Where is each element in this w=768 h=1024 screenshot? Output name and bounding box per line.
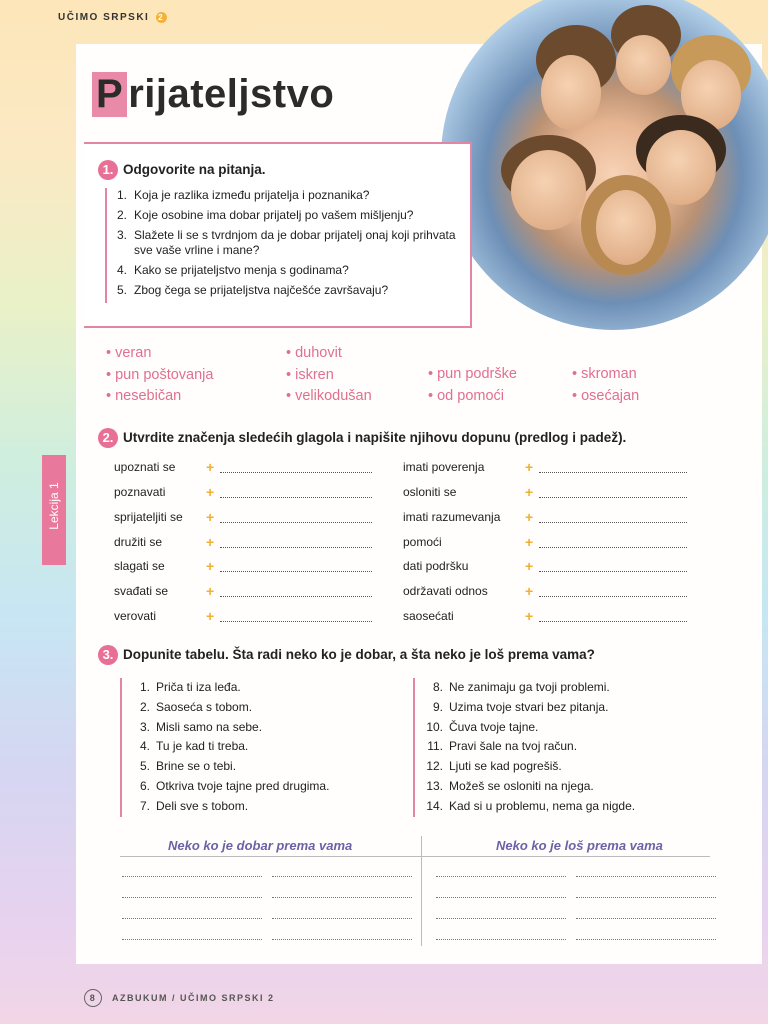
statement-text: Ljuti se kad pogrešiš. [449,759,562,774]
question-text: Koje osobine ima dobar prijatelj po vašem mišljenju? [134,208,414,222]
table-answer-line[interactable] [436,876,566,877]
plus-sign: + [525,583,534,599]
answer-line[interactable] [539,561,687,572]
statement-number: 5. [139,759,150,774]
statement-item [128,797,398,817]
verb-label: svađati se [114,584,169,598]
verb-row [114,534,372,550]
answer-line[interactable] [539,586,687,597]
book-header [58,12,167,23]
statement-text: Otkriva tvoje tajne pred drugima. [156,778,330,793]
verb-row [403,558,687,574]
verb-label: slagati se [114,559,165,573]
statement-number: 14. [426,798,443,813]
table-answer-line[interactable] [436,897,566,898]
answer-line[interactable] [220,512,372,523]
lesson-side-tab [42,455,66,565]
word-bank-col2 [286,343,372,408]
verb-row [403,484,687,500]
statement-text: Brine se o tebi. [156,759,237,774]
verb-label: sprijateljiti se [114,510,183,524]
verb-row [403,459,687,475]
word-item: • iskren [286,365,372,387]
table-column-divider [421,836,422,946]
title-rest: rijateljstvo [128,72,335,116]
section3-title [98,645,595,665]
answer-line[interactable] [539,512,687,523]
statement-number: 6. [139,778,150,793]
statement-item [128,678,398,698]
statement-number: 4. [139,739,150,754]
table-head-bad: Neko ko je loš prema vama [496,838,663,853]
table-answer-line[interactable] [272,897,412,898]
question-text: Koja je razlika između prijatelja i poznanika? [134,188,370,202]
verb-label: poznavati [114,485,166,499]
page-title [92,72,334,117]
statement-text: Tu je kad ti treba. [156,739,249,754]
word-item: • osećajan [572,386,639,408]
table-answer-line[interactable] [436,939,566,940]
answer-line[interactable] [220,462,372,473]
question-number: 2. [117,208,128,222]
question-item [117,208,467,223]
statement-text: Saoseća s tobom. [156,699,253,714]
table-answer-line[interactable] [576,939,716,940]
statement-item [128,757,398,777]
photo-face [616,35,671,95]
question-item [117,263,467,278]
answer-line[interactable] [539,487,687,498]
statement-item [421,797,711,817]
photo-face [511,150,586,230]
answer-line[interactable] [220,586,372,597]
statement-item [421,698,711,718]
word-bank-col1 [106,343,213,408]
plus-sign: + [525,558,534,574]
question-text: Kako se prijateljstvo menja s godinama? [134,263,349,277]
statement-number: 3. [139,719,150,734]
statement-number: 7. [139,798,150,813]
statement-number: 1. [139,680,150,694]
statement-text: Možeš se osloniti na njega. [449,778,594,793]
section1-title [98,160,266,180]
statement-text: Kad si u problemu, nema ga nigde. [449,798,636,813]
table-answer-line[interactable] [436,918,566,919]
plus-sign: + [525,484,534,500]
statement-text: Čuva tvoje tajne. [449,719,539,734]
statement-text: Misli samo na sebe. [156,719,263,734]
table-header-rule [120,856,710,857]
verb-row [403,509,687,525]
word-item: • od pomoći [428,386,517,408]
header-badge: 2 [156,12,167,23]
verb-label: imati razumevanja [403,510,501,524]
verb-row [403,583,687,599]
question-number: 1. [117,188,128,202]
statement-item [128,777,398,797]
word-item: • skroman [572,364,639,386]
statement-text: Priča ti iza leđa. [156,680,241,694]
verb-label: pomoći [403,535,442,549]
verb-label: osloniti se [403,485,457,499]
word-bank-col3 [428,364,517,407]
plus-sign: + [206,583,215,599]
word-item: • pun podrške [428,364,517,386]
verb-row [114,608,372,624]
answer-line[interactable] [220,561,372,572]
plus-sign: + [525,608,534,624]
plus-sign: + [206,459,215,475]
statement-text: Ne zanimaju ga tvoji problemi. [449,680,610,694]
word-item: • duhovit [286,343,372,365]
statement-text: Pravi šale na tvoj račun. [449,739,578,754]
verb-row [114,484,372,500]
statement-number: 11. [427,739,443,754]
statement-item [421,757,711,777]
table-answer-line[interactable] [272,939,412,940]
section3-number: 3. [98,645,118,665]
statement-text: Uzima tvoje stvari bez pitanja. [449,699,609,714]
answer-line[interactable] [539,611,687,622]
title-first-letter: P [92,72,127,117]
plus-sign: + [206,608,215,624]
table-answer-line[interactable] [576,918,716,919]
photo-face [596,190,656,265]
table-head-good: Neko ko je dobar prema vama [168,838,353,853]
table-answer-line[interactable] [576,876,716,877]
statement-item [128,718,398,738]
answer-line[interactable] [539,537,687,548]
section3-title-text: Dopunite tabelu. Šta radi neko ko je dobar, a šta neko je loš prema vama? [123,647,595,662]
question-item [117,188,467,203]
verb-row [403,608,687,624]
section1-title-text: Odgovorite na pitanja. [123,162,266,177]
section2-number: 2. [98,428,118,448]
section3-list-left [120,678,398,817]
footer-text: AZBUKUM / UČIMO SRPSKI 2 [112,993,275,1003]
statement-number: 10. [426,719,443,734]
section3-list-right [413,678,711,817]
plus-sign: + [206,484,215,500]
verb-row [403,534,687,550]
statement-text: Deli sve s tobom. [156,798,249,813]
table-answer-line[interactable] [122,918,262,919]
answer-line[interactable] [220,611,372,622]
statement-number: 12. [426,759,443,774]
statement-number: 8. [432,680,443,694]
plus-sign: + [525,509,534,525]
verb-label: održavati odnos [403,584,488,598]
header-text: UČIMO SRPSKI [58,12,150,24]
page-number: 8 [84,989,102,1007]
word-item: • pun poštovanja [106,365,213,387]
section1-questions [105,188,467,303]
table-answer-line[interactable] [122,939,262,940]
verb-label: saosećati [403,609,454,623]
verb-label: verovati [114,609,157,623]
verb-label: imati poverenja [403,460,485,474]
statement-number: 9. [432,699,443,714]
table-answer-line[interactable] [272,918,412,919]
verb-label: družiti se [114,535,163,549]
plus-sign: + [525,534,534,550]
statement-item [421,777,711,797]
word-bank-col4 [572,364,639,407]
verb-label: upoznati se [114,460,176,474]
answer-line[interactable] [220,537,372,548]
verb-row [114,459,372,475]
verb-label: dati podršku [403,559,469,573]
statement-number: 13. [426,778,443,793]
answer-line[interactable] [539,462,687,473]
table-answer-line[interactable] [272,876,412,877]
plus-sign: + [206,509,215,525]
verb-row [114,558,372,574]
question-text: Slažete li se s tvrdnjom da je dobar prijatelj onaj koji prihvata sve vaše vrline i mane? [134,228,456,257]
table-answer-line[interactable] [576,897,716,898]
answer-line[interactable] [220,487,372,498]
lesson-tab-label: Lekcija 1 [47,482,61,530]
statement-item [421,678,711,698]
section2-title [98,428,626,448]
word-item: • nesebičan [106,386,213,408]
statement-item [128,737,398,757]
statement-item [421,718,711,738]
statement-item [128,698,398,718]
question-item [117,228,467,258]
question-number: 4. [117,263,128,277]
question-number: 5. [117,283,128,297]
table-answer-line[interactable] [122,876,262,877]
plus-sign: + [525,459,534,475]
section2-title-text: Utvrdite značenja sledećih glagola i napišite njihovu dopunu (predlog i padež). [123,430,627,445]
plus-sign: + [206,558,215,574]
question-item [117,283,467,298]
verb-row [114,509,372,525]
verb-row [114,583,372,599]
word-item: • velikodušan [286,386,372,408]
question-text: Zbog čega se prijateljstva najčešće završavaju? [134,283,389,297]
question-number: 3. [117,228,128,242]
statement-number: 2. [139,699,150,714]
photo-face [541,55,601,130]
table-answer-line[interactable] [122,897,262,898]
page-footer [84,989,275,1007]
statement-item [421,737,711,757]
plus-sign: + [206,534,215,550]
section1-number: 1. [98,160,118,180]
word-item: • veran [106,343,213,365]
